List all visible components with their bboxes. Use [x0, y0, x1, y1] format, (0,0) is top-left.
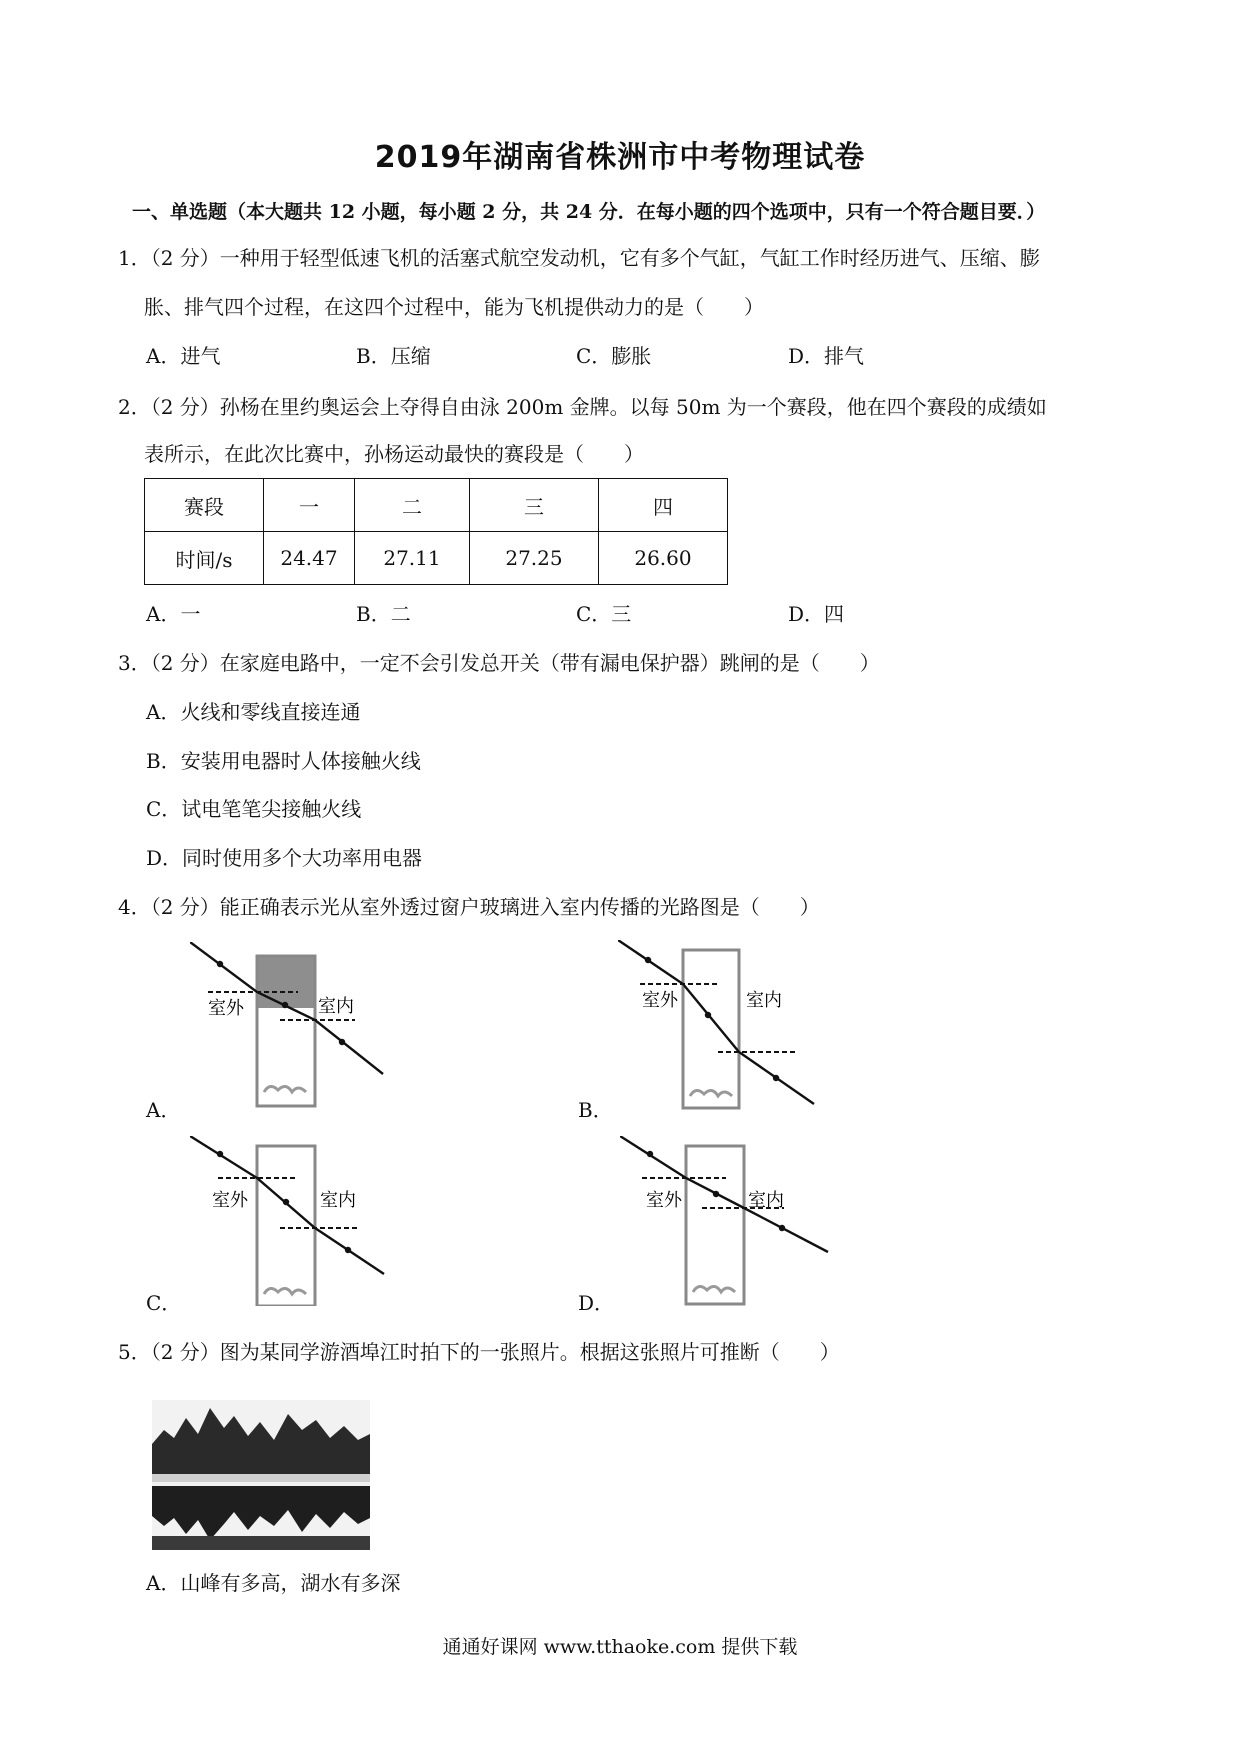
q3-option-b: B．安装用电器时人体接触火线: [146, 749, 421, 773]
glass-pane: [683, 950, 739, 1108]
q3-option-d: D．同时使用多个大功率用电器: [146, 846, 423, 870]
light-path-diagram-c: [190, 1136, 400, 1306]
label-outside: 室外: [212, 1190, 248, 1211]
ray-arrow: [217, 1151, 223, 1157]
table-header-cell: 一: [264, 479, 355, 532]
question-3-line-1: 3．（2 分）在家庭电路中，一定不会引发总开关（带有漏电保护器）跳闸的是（ ）: [118, 651, 880, 675]
q1-option-d: D．排气: [788, 344, 865, 368]
ray-arrow: [773, 1075, 779, 1081]
water: [152, 1536, 370, 1550]
split-times-table: [144, 478, 728, 585]
glass-shade: [257, 956, 315, 1008]
table-row: [145, 532, 728, 585]
q2-option-b: B．二: [356, 602, 411, 626]
q3-option-c: C．试电笔笔尖接触火线: [146, 797, 362, 821]
page-title: 2019年湖南省株洲市中考物理试卷: [374, 140, 866, 175]
ray-arrow: [713, 1191, 719, 1197]
table-cell: 时间/s: [145, 532, 264, 585]
lake-mountain-photo: [152, 1400, 370, 1550]
table-header-cell: 二: [355, 479, 470, 532]
table-cell: 27.25: [470, 532, 599, 585]
q3-option-a: A．火线和零线直接连通: [146, 700, 361, 724]
ray-arrow: [283, 1199, 289, 1205]
question-1-line-1: 1．（2 分）一种用于轻型低速飞机的活塞式航空发动机，它有多个气缸，气缸工作时经历进气、压缩、膨: [118, 246, 1040, 270]
question-2-line-2: 表所示，在此次比赛中，孙杨运动最快的赛段是（ ）: [144, 442, 644, 466]
label-outside: 室外: [208, 998, 244, 1019]
pane-texture: [693, 1286, 735, 1292]
glass-pane: [257, 1146, 315, 1306]
q2-option-c: C．三: [576, 602, 632, 626]
ray-arrow: [645, 957, 651, 963]
ray-arrow: [647, 1151, 653, 1157]
ray-arrow: [282, 1002, 288, 1008]
shoreline: [152, 1474, 370, 1482]
light-path-diagram-b: [618, 940, 828, 1110]
table-row: [145, 479, 728, 532]
glass-pane: [686, 1146, 744, 1304]
label-inside: 室内: [318, 996, 354, 1017]
q1-option-c: C．膨胀: [576, 344, 652, 368]
ray-arrow: [779, 1225, 785, 1231]
label-inside: 室内: [320, 1190, 356, 1211]
label-inside: 室内: [746, 990, 782, 1011]
label-outside: 室外: [646, 1190, 682, 1211]
table-cell: 24.47: [264, 532, 355, 585]
light-path-diagram-d: [620, 1136, 835, 1306]
table-cell: 26.60: [599, 532, 728, 585]
light-path-diagram-a: [190, 942, 400, 1112]
q1-option-b: B．压缩: [356, 344, 431, 368]
pane-texture: [264, 1086, 306, 1092]
table-header-cell: 四: [599, 479, 728, 532]
ray-arrow: [705, 1012, 711, 1018]
question-4-line-1: 4．（2 分）能正确表示光从室外透过窗户玻璃进入室内传播的光路图是（ ）: [118, 895, 820, 919]
table-header-cell: 赛段: [145, 479, 264, 532]
question-1-line-2: 胀、排气四个过程，在这四个过程中，能为飞机提供动力的是（ ）: [144, 295, 764, 319]
section-heading: 一、单选题（本大题共 12 小题，每小题 2 分，共 24 分．在每小题的四个选项中，只有一个符合题目要．）: [132, 201, 1046, 223]
page-footer: 通通好课网 www.tthaoke.com 提供下载: [442, 1636, 798, 1658]
label-inside: 室内: [748, 1190, 784, 1211]
table-cell: 27.11: [355, 532, 470, 585]
q2-option-a: A．一: [146, 602, 201, 626]
question-2-line-1: 2．（2 分）孙杨在里约奥运会上夺得自由泳 200m 金牌。以每 50m 为一个赛段，他在四个赛段的成绩如: [118, 395, 1047, 419]
question-5-line-1: 5．（2 分）图为某同学游酒埠江时拍下的一张照片。根据这张照片可推断（ ）: [118, 1340, 840, 1364]
q4-option-c: C．: [146, 1291, 182, 1315]
q1-option-a: A．进气: [146, 344, 221, 368]
label-outside: 室外: [642, 990, 678, 1011]
pane-texture: [690, 1090, 732, 1096]
ray-arrow: [217, 961, 223, 967]
q2-option-d: D．四: [788, 602, 845, 626]
q4-option-d: D．: [578, 1291, 615, 1315]
light-ray: [618, 940, 814, 1104]
q4-option-a: A．: [146, 1098, 181, 1122]
ray-arrow: [345, 1247, 351, 1253]
ray-arrow: [339, 1039, 345, 1045]
table-header-cell: 三: [470, 479, 599, 532]
q5-option-a: A．山峰有多高，湖水有多深: [146, 1571, 401, 1595]
pane-texture: [264, 1288, 306, 1294]
q4-option-b: B．: [578, 1098, 613, 1122]
